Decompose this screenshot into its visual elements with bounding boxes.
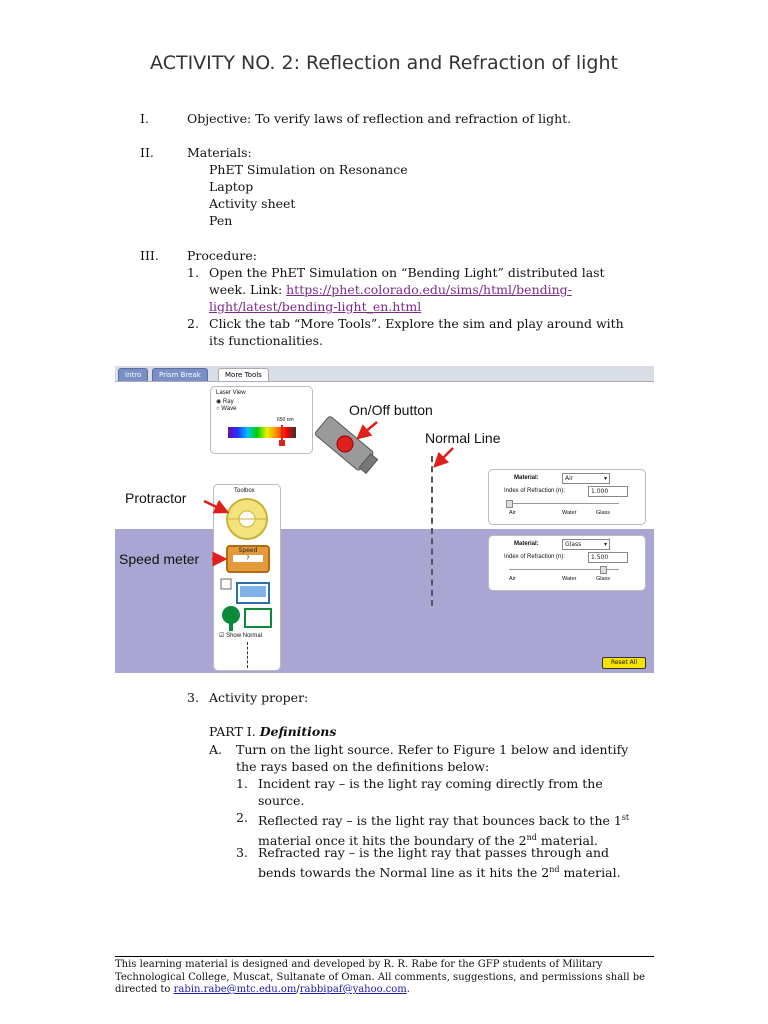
tab-more-tools[interactable]: More Tools xyxy=(218,368,269,381)
footer-text: This learning material is designed and developed by R. R. Rabe for the GFP students of Military Technological College, Muscat, Sultanate of Oman. All comments, suggestions, and permissions shall be directed to xyxy=(115,959,646,995)
ray-option-label: Ray xyxy=(222,399,234,405)
normal-line-arrow xyxy=(435,448,453,466)
step-number: 1. xyxy=(187,265,199,280)
chevron-down-icon: ▾ xyxy=(603,475,607,482)
step-1-text xyxy=(209,264,634,315)
toolbox-title: Toolbox xyxy=(234,488,255,494)
step-number: 3. xyxy=(187,690,199,705)
annotation-arrows xyxy=(115,366,654,673)
scale-label: Air xyxy=(509,510,516,516)
material-label: Material: xyxy=(514,541,539,547)
text-part: Reflected ray – is the light ray that bounces back to the 1 xyxy=(258,813,622,829)
normal-line-annotation: Normal Line xyxy=(425,430,501,446)
speed-meter-annotation: Speed meter xyxy=(119,551,200,567)
step-2-text: Click the tab “More Tools”. Explore the sim and play around with its functionalities. xyxy=(209,316,624,348)
part-prefix: PART I. xyxy=(209,724,260,739)
scale-label: Air xyxy=(509,576,516,582)
reset-all-button[interactable]: Reset All xyxy=(602,657,646,669)
superscript: st xyxy=(621,813,630,822)
step-1-instructions: Open the PhET Simulation on “Bending Light” distributed last week. Link: xyxy=(209,265,605,297)
simulation-link[interactable]: https://phet.colorado.edu/sims/html/bending-light/latest/bending-light_en.html xyxy=(209,282,572,314)
superscript: nd xyxy=(549,865,560,874)
material-label: Material: xyxy=(514,475,539,481)
speed-label: Speed xyxy=(238,547,258,554)
tab-intro[interactable]: Intro xyxy=(118,368,148,381)
instruction-a: Turn on the light source. Refer to Figure 1 below and identify the rays based on the definitions below: xyxy=(236,742,629,774)
text-part: material. xyxy=(559,865,621,881)
email-link[interactable]: rabbipaf@yahoo.com xyxy=(299,984,407,995)
activity-heading: Activity proper: xyxy=(209,690,309,705)
chevron-down-icon: ▾ xyxy=(603,541,607,548)
speed-value: ? xyxy=(233,555,263,562)
footer-separator: / xyxy=(296,984,300,995)
scale-label: Water xyxy=(562,576,577,582)
step-number: 2. xyxy=(187,316,199,331)
definition-number: 1. xyxy=(236,776,248,791)
material-item: Pen xyxy=(209,213,233,228)
item-letter: A. xyxy=(209,742,223,757)
material-select-value: Glass xyxy=(565,541,582,548)
index-input[interactable]: 1.000 xyxy=(588,486,628,497)
scale-label: Water xyxy=(562,510,577,516)
definition-number: 2. xyxy=(236,810,248,825)
on-off-arrow xyxy=(358,422,377,438)
on-off-annotation: On/Off button xyxy=(349,402,433,418)
definition-refracted xyxy=(258,844,638,881)
text-part: material. xyxy=(536,833,598,849)
wavelength-readout: 650 nm xyxy=(277,417,294,423)
checkbox-checked-icon: ☑ xyxy=(219,633,225,639)
scale-label: Glass xyxy=(596,510,611,516)
radio-selected-icon: ◉ xyxy=(216,399,222,405)
text-part: material once it hits the boundary of the 2 xyxy=(258,833,527,849)
simulation-screenshot xyxy=(115,366,654,673)
footer-note xyxy=(115,956,654,997)
scale-label: Glass xyxy=(596,576,611,582)
objective-numeral: I. xyxy=(140,111,149,126)
index-input[interactable]: 1.500 xyxy=(588,552,628,563)
definition-number: 3. xyxy=(236,845,248,860)
superscript: nd xyxy=(526,833,537,843)
materials-numeral: II. xyxy=(140,145,154,160)
footer-end: . xyxy=(406,984,410,995)
page-title: ACTIVITY NO. 2: Reflection and Refraction of light xyxy=(150,52,618,74)
part-heading xyxy=(209,723,336,740)
materials-heading: Materials: xyxy=(187,145,252,160)
index-label: Index of Refraction (n): xyxy=(504,488,566,494)
material-item: PhET Simulation on Resonance xyxy=(209,162,408,177)
protractor-annotation: Protractor xyxy=(125,490,187,506)
protractor-arrow xyxy=(204,501,227,512)
procedure-numeral: III. xyxy=(140,248,159,263)
wave-option-label: Wave xyxy=(221,406,237,412)
definition-incident: Incident ray – is the light ray coming directly from the source. xyxy=(258,776,603,808)
material-item: Activity sheet xyxy=(209,196,296,211)
material-select-value: Air xyxy=(565,475,574,482)
radio-empty-icon: ○ xyxy=(216,406,220,412)
laser-view-title: Laser View xyxy=(216,390,246,396)
objective-text: Objective: To verify laws of reflection and refraction of light. xyxy=(187,111,572,126)
procedure-heading: Procedure: xyxy=(187,248,257,263)
show-normal-label: Show Normal xyxy=(226,633,263,639)
email-link[interactable]: rabin.rabe@mtc.edu.om xyxy=(173,984,297,995)
index-label: Index of Refraction (n): xyxy=(504,554,566,560)
part-title: Definitions xyxy=(259,724,337,739)
material-item: Laptop xyxy=(209,179,254,194)
tab-prism-break[interactable]: Prism Break xyxy=(152,368,208,381)
text-part: Refracted ray – is the light ray that passes through and bends towards the Normal line as it hits the 2 xyxy=(258,845,610,881)
